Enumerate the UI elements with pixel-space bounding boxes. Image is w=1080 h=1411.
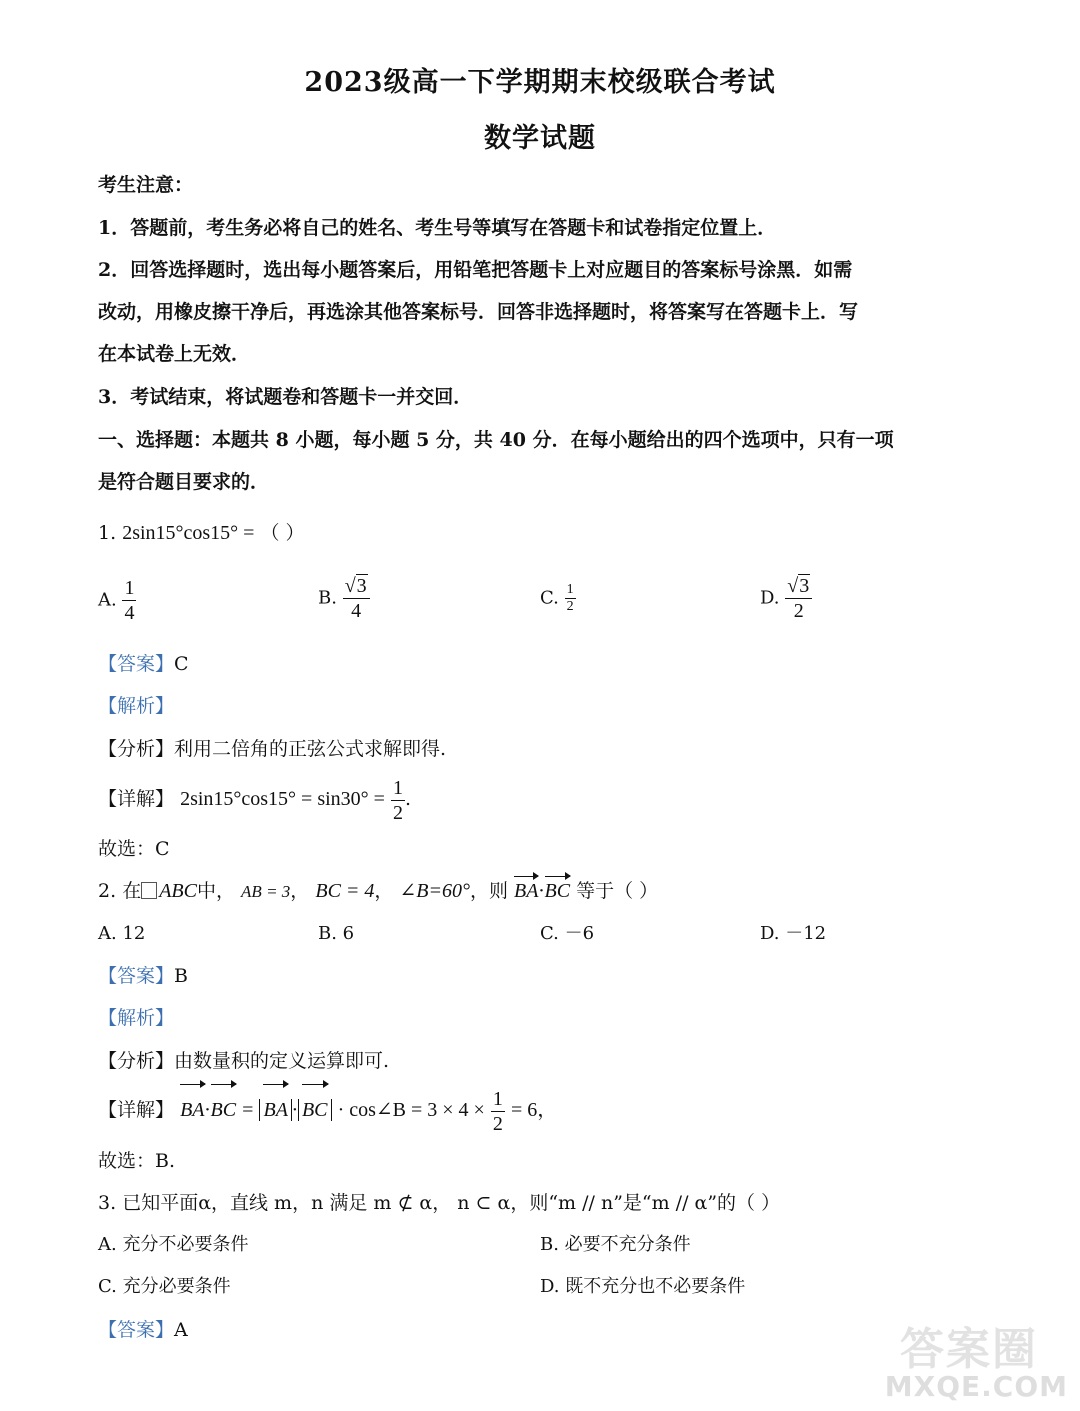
answer-value: B	[174, 965, 188, 987]
q2-stem-prefix: 在	[122, 880, 142, 902]
detail-result: = 6，	[510, 1099, 558, 1121]
q2-detail: 【详解】 BA·BC = BA · BC · cos∠B = 3 × 4 × $\frac{1}{2}$ = 6，	[98, 1087, 558, 1135]
fenxi-text: 由数量积的定义运算即可.	[174, 1050, 390, 1072]
triangle-name: ABC	[159, 880, 197, 902]
q3-option-a: A. 充分不必要条件	[98, 1234, 249, 1255]
q3-option-d: D. 既不充分也不必要条件	[540, 1276, 746, 1297]
fraction-denominator: 2	[566, 599, 574, 614]
q2-choice: 故选：B.	[98, 1150, 176, 1172]
q1-number: 1.	[98, 522, 117, 544]
q2-option-c: C. －6	[540, 923, 595, 944]
q1-paren: （ ）	[260, 522, 305, 544]
fenxi-tag: 【分析】	[98, 1050, 175, 1072]
detail-period: .	[405, 788, 412, 810]
separator: ，	[290, 880, 310, 902]
detail-tag: 【详解】	[98, 788, 175, 810]
fraction-numerator	[343, 574, 370, 599]
section-heading-line-1: 一、选择题：本题共 8 小题，每小题 5 分，共 40 分．在每小题给出的四个选项中，只有一项	[98, 429, 894, 451]
q3-stem-text: 已知平面α，直线 m，n 满足 m ⊄ α， n ⊂ α，则“m // n”是“m // α”的（ ）	[122, 1192, 781, 1214]
detail-fraction	[491, 1087, 505, 1136]
q2-cond-angle: ∠B=60°	[399, 880, 470, 902]
watermark-text-top: 答案圈	[900, 1324, 1038, 1375]
fraction-numerator: 1	[492, 1087, 503, 1110]
dot-operator: ·	[291, 1099, 298, 1121]
q2-option-d: D. －12	[760, 923, 827, 944]
answer-value: C	[174, 653, 189, 675]
q1-option-b-fraction	[343, 574, 370, 623]
q1-detail	[98, 775, 411, 825]
exam-subtitle: 数学试题	[484, 123, 596, 154]
q2-stem	[98, 878, 658, 905]
notice-item-2-line-3: 在本试卷上无效．	[98, 343, 251, 365]
dot-operator: ·	[204, 1099, 211, 1121]
abs-bc: BC	[298, 1099, 332, 1121]
vector-ba: BA	[514, 880, 539, 902]
triangle-icon	[141, 882, 157, 899]
q1-option-a	[98, 576, 136, 625]
vector-bc: BC	[544, 880, 571, 902]
q2-cond-bc: BC = 4	[315, 880, 375, 902]
watermark-logo	[868, 1313, 1068, 1403]
vector-ba: BA	[180, 1086, 204, 1134]
fraction-numerator: 1	[566, 582, 574, 597]
q2-option-a: A. 12	[98, 923, 146, 944]
notice-item-1: 1．答题前，考生务必将自己的姓名、考生号等填写在答题卡和试卷指定位置上．	[98, 217, 777, 239]
fenxi-tag: 【分析】	[98, 738, 175, 760]
fraction-numerator	[785, 574, 812, 599]
q1-option-b	[318, 574, 370, 623]
q1-option-c	[540, 582, 576, 615]
answer-tag: 【答案】	[98, 965, 175, 987]
dot-operator: ·	[538, 880, 545, 902]
notice-item-2-line-1: 2．回答选择题时，选出每小题答案后，用铅笔把答题卡上对应题目的答案标号涂黑．如需	[98, 259, 853, 281]
q1-fenxi	[98, 736, 446, 762]
q2-analysis-tag: 【解析】	[98, 1007, 175, 1029]
q1-answer	[98, 651, 189, 677]
q1-option-a-fraction	[122, 576, 136, 625]
separator: ，	[374, 880, 394, 902]
q1-option-c-label: C.	[540, 587, 559, 609]
detail-cos-expression: · cos∠B = 3 × 4 ×	[337, 1099, 485, 1121]
fraction-denominator: 4	[124, 602, 135, 624]
fraction-denominator: 2	[793, 600, 804, 622]
q2-option-b: B. 6	[318, 923, 355, 944]
detail-expression: 2sin15°cos15° = sin30° =	[180, 788, 385, 810]
q1-option-d-fraction	[785, 574, 812, 623]
notice-item-3: 3．考试结束，将试题卷和答题卡一并交回．	[98, 386, 473, 408]
vector-bc: BC	[211, 1086, 237, 1134]
abs-ba: BA	[259, 1099, 291, 1121]
q1-expression: 2sin15°cos15° =	[122, 522, 255, 544]
detail-fraction	[391, 776, 405, 825]
q1-stem	[98, 520, 305, 546]
q3-option-c: C. 充分必要条件	[98, 1276, 231, 1297]
answer-tag: 【答案】	[98, 1319, 175, 1341]
sqrt-icon: √3	[787, 575, 810, 597]
answer-tag: 【答案】	[98, 653, 175, 675]
q3-answer	[98, 1317, 188, 1343]
q3-number: 3.	[98, 1192, 117, 1214]
q2-stem-end: 等于（ ）	[576, 880, 659, 902]
q1-option-d	[760, 574, 812, 623]
notice-item-2-line-2: 改动，用橡皮擦干净后，再选涂其他答案标号．回答非选择题时，将答案写在答题卡上．写	[98, 301, 859, 323]
sqrt-icon: √3	[344, 575, 367, 597]
fraction-numerator: 1	[124, 577, 135, 599]
q2-stem-mid: 中，	[196, 880, 235, 902]
exam-title: 2023级高一下学期期末校级联合考试	[304, 67, 776, 98]
answer-value: A	[174, 1319, 188, 1341]
fraction-denominator: 4	[351, 600, 362, 622]
q1-analysis-tag: 【解析】	[98, 695, 175, 717]
q3-option-b: B. 必要不充分条件	[540, 1234, 691, 1255]
q2-answer	[98, 963, 188, 989]
q1-option-d-label: D.	[760, 587, 780, 609]
section-heading-line-2: 是符合题目要求的．	[98, 471, 270, 493]
fraction-denominator: 2	[393, 801, 404, 824]
q2-stem-then: ，则	[469, 880, 508, 902]
q3-stem	[98, 1190, 780, 1216]
q1-choice: 故选：C	[98, 838, 170, 860]
fraction-denominator: 2	[492, 1112, 503, 1135]
detail-tag: 【详解】	[98, 1099, 175, 1121]
q1-option-c-fraction	[565, 582, 576, 615]
fraction-numerator: 1	[393, 776, 404, 799]
q1-option-a-label: A.	[98, 589, 117, 611]
q1-option-b-label: B.	[318, 587, 337, 609]
watermark-text-bottom: MXQE.COM	[884, 1370, 1068, 1403]
fenxi-text: 利用二倍角的正弦公式求解即得.	[174, 738, 447, 760]
notice-heading: 考生注意：	[98, 174, 194, 196]
q2-number: 2.	[98, 880, 117, 902]
q2-cond-ab: AB = 3	[241, 882, 291, 901]
q2-fenxi	[98, 1048, 389, 1074]
